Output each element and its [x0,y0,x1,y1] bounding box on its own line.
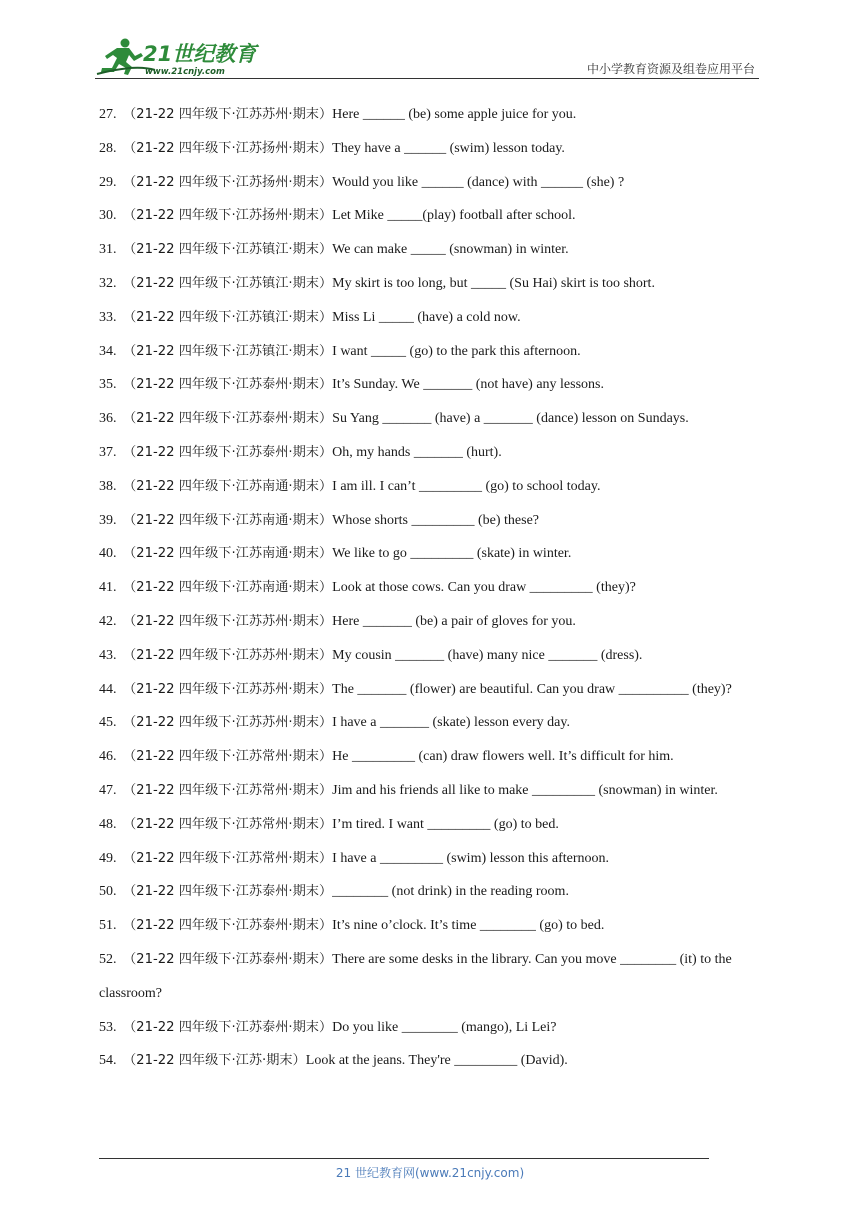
question-item [99,774,763,808]
question-number: 46. [99,749,117,765]
question-item [99,368,763,402]
question-number: 29. [99,174,117,190]
question-text: I’m tired. I want _________ (go) to bed. [332,816,559,832]
question-source: （21-22 四年级下·江苏泰州·期末） [123,411,333,427]
question-source: （21-22 四年级下·江苏南通·期末） [123,478,333,494]
footer-divider [99,1158,709,1159]
question-source: （21-22 四年级下·江苏南通·期末） [123,512,333,528]
question-item [99,301,763,335]
question-number: 34. [99,343,117,359]
question-text: I am ill. I can’t _________ (go) to school today. [332,478,601,494]
question-text: Here ______ (be) some apple juice for you. [332,107,577,122]
question-text: Whose shorts _________ (be) these? [332,512,539,528]
question-source: （21-22 四年级下·江苏泰州·期末） [123,444,333,460]
question-text: There are some desks in the library. Can you move ________ (it) to the classroom? [99,951,732,1001]
question-number: 42. [99,613,117,629]
question-item [99,1011,763,1045]
header-divider [95,78,759,79]
question-text: We like to go _________ (skate) in winter. [332,546,572,562]
question-item [99,199,763,233]
question-text: My skirt is too long, but _____ (Su Hai) skirt is too short. [332,275,655,291]
question-number: 44. [99,681,117,697]
question-item [99,335,763,369]
question-item [99,706,763,740]
question-text: Su Yang _______ (have) a _______ (dance) lesson on Sundays. [332,411,689,427]
question-source: （21-22 四年级下·江苏苏州·期末） [123,647,333,663]
question-source: （21-22 四年级下·江苏常州·期末） [123,850,333,866]
question-item [99,166,763,200]
question-source: （21-22 四年级下·江苏苏州·期末） [123,613,333,629]
question-number: 41. [99,580,117,596]
question-item [99,875,763,909]
question-item [99,639,763,673]
question-text: It’s nine o’clock. It’s time ________ (go) to bed. [332,918,605,934]
question-item [99,98,763,132]
question-text: Oh, my hands _______ (hurt). [332,444,502,460]
question-source: （21-22 四年级下·江苏苏州·期末） [123,107,333,122]
question-number: 54. [99,1053,117,1069]
question-item [99,808,763,842]
svg-text:21世纪教育: 21世纪教育 [143,42,257,66]
question-text: Look at those cows. Can you draw _________ (they)? [332,580,636,596]
question-list [99,98,763,1078]
question-number: 37. [99,444,117,460]
question-item [99,537,763,571]
question-number: 53. [99,1019,117,1035]
question-item [99,571,763,605]
question-text: Let Mike _____(play) football after school. [332,208,576,224]
question-item [99,233,763,267]
question-source: （21-22 四年级下·江苏镇江·期末） [123,343,333,359]
question-source: （21-22 四年级下·江苏镇江·期末） [123,275,333,291]
question-number: 39. [99,512,117,528]
question-item [99,909,763,943]
question-text: ________ (not drink) in the reading room. [332,884,569,900]
question-item [99,842,763,876]
question-number: 50. [99,884,117,900]
question-number: 38. [99,478,117,494]
runner-logo-icon [95,34,260,78]
question-item [99,436,763,470]
question-source: （21-22 四年级下·江苏镇江·期末） [123,309,333,325]
platform-title: 中小学教育资源及组卷应用平台 [586,62,755,76]
question-text: We can make _____ (snowman) in winter. [332,242,569,258]
question-item [99,132,763,166]
question-number: 45. [99,715,117,731]
question-number: 32. [99,275,117,291]
question-number: 31. [99,242,117,258]
question-number: 47. [99,782,117,798]
question-source: （21-22 四年级下·江苏扬州·期末） [123,140,333,156]
question-source: （21-22 四年级下·江苏苏州·期末） [123,715,333,731]
question-item [99,267,763,301]
question-source: （21-22 四年级下·江苏镇江·期末） [123,242,333,258]
question-source: （21-22 四年级下·江苏常州·期末） [123,749,333,765]
question-source: （21-22 四年级下·江苏泰州·期末） [123,918,333,934]
question-text: The _______ (flower) are beautiful. Can you draw __________ (they)? [332,681,732,697]
question-text: I have a _________ (swim) lesson this afternoon. [332,850,609,866]
question-text: He _________ (can) draw flowers well. It’s difficult for him. [332,749,674,765]
question-source: （21-22 四年级下·江苏苏州·期末） [123,681,333,697]
question-text: Here _______ (be) a pair of gloves for you. [332,613,576,629]
question-text: My cousin _______ (have) many nice _______ (dress). [332,647,643,663]
footer-link[interactable]: 21 世纪教育网(www.21cnjy.com) [335,1166,525,1180]
question-number: 36. [99,411,117,427]
question-item [99,402,763,436]
question-number: 27. [99,107,117,122]
site-logo [95,34,260,78]
question-number: 33. [99,309,117,325]
question-source: （21-22 四年级下·江苏·期末） [123,1053,306,1069]
question-text: I want _____ (go) to the park this afternoon. [332,343,581,359]
question-item [99,1044,763,1078]
question-number: 49. [99,850,117,866]
question-number: 51. [99,918,117,934]
question-number: 35. [99,377,117,393]
question-text: Jim and his friends all like to make _________ (snowman) in winter. [332,782,718,798]
question-text: Would you like ______ (dance) with ______ (she) ? [332,174,625,190]
question-text: Look at the jeans. They're _________ (David). [305,1053,568,1069]
question-source: （21-22 四年级下·江苏泰州·期末） [123,951,333,967]
question-source: （21-22 四年级下·江苏泰州·期末） [123,1019,333,1035]
question-source: （21-22 四年级下·江苏常州·期末） [123,816,333,832]
question-number: 40. [99,546,117,562]
question-text: I have a _______ (skate) lesson every day. [332,715,570,731]
question-text: They have a ______ (swim) lesson today. [332,140,565,156]
question-item [99,740,763,774]
svg-text:www.21cnjy.com: www.21cnjy.com [145,67,225,77]
question-item [99,470,763,504]
question-number: 48. [99,816,117,832]
question-item [99,673,763,707]
question-source: （21-22 四年级下·江苏南通·期末） [123,580,333,596]
question-text: Miss Li _____ (have) a cold now. [332,309,521,325]
question-number: 30. [99,208,117,224]
question-source: （21-22 四年级下·江苏泰州·期末） [123,377,333,393]
question-number: 52. [99,951,117,967]
question-source: （21-22 四年级下·江苏扬州·期末） [123,208,333,224]
question-text: It’s Sunday. We _______ (not have) any lessons. [332,377,604,393]
question-number: 28. [99,140,117,156]
question-source: （21-22 四年级下·江苏扬州·期末） [123,174,333,190]
question-number: 43. [99,647,117,663]
question-source: （21-22 四年级下·江苏南通·期末） [123,546,333,562]
question-source: （21-22 四年级下·江苏常州·期末） [123,782,333,798]
question-item [99,943,763,1011]
question-source: （21-22 四年级下·江苏泰州·期末） [123,884,333,900]
question-item [99,504,763,538]
question-item [99,605,763,639]
page-header [95,34,759,78]
question-text: Do you like ________ (mango), Li Lei? [332,1019,557,1035]
